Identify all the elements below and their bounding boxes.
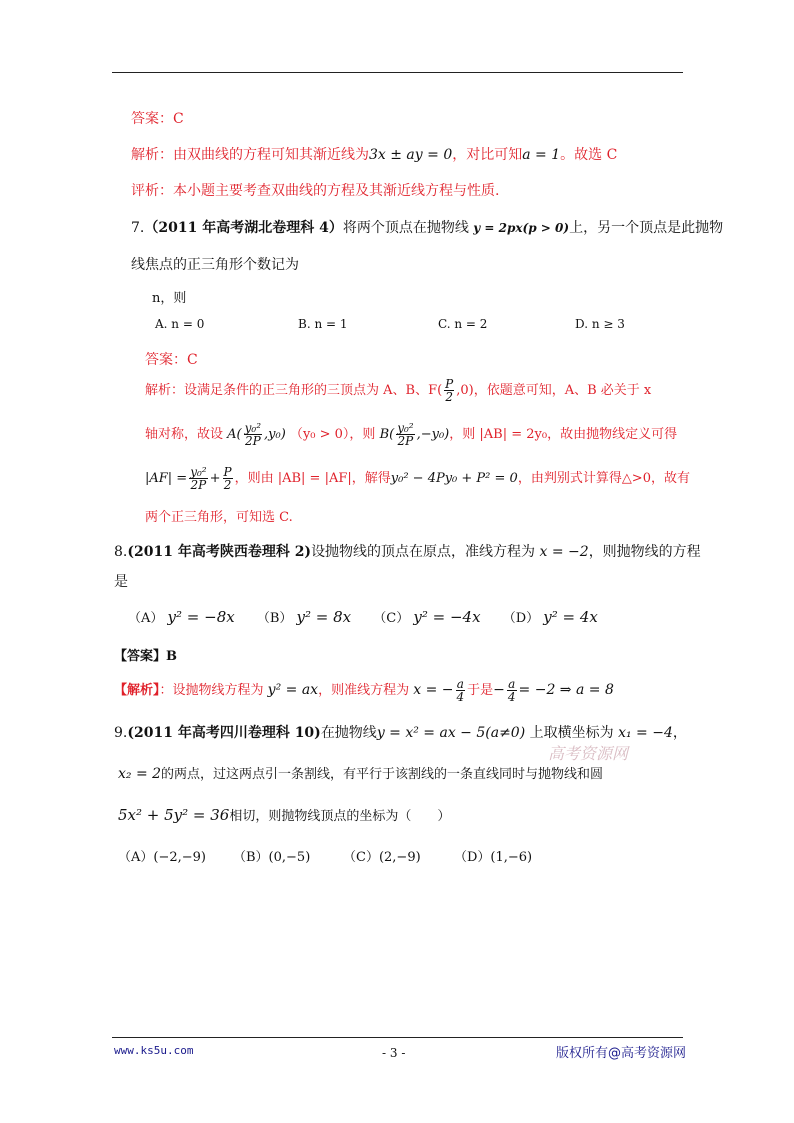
q7-sol3-plus: +	[209, 471, 221, 486]
q7-option-c: C. n = 2	[438, 317, 488, 331]
q7-sol2-c: ，则 |AB| = 2y₀，故由抛物线定义可得	[449, 427, 678, 442]
q8-option-d-label: （D）	[502, 611, 540, 626]
q7-sol3-frac2-den: 2	[223, 478, 232, 492]
q7-sol2-Bb: ,−y₀)	[416, 427, 450, 442]
q7-sol3-frac1-den: 2P	[190, 478, 207, 492]
q9-source: (2011 年高考四川卷理科 10)	[127, 725, 321, 741]
q9-line3-text: 相切，则抛物线顶点的坐标为（ ）	[229, 809, 451, 824]
q8-analysis-frac2-num: a	[508, 677, 516, 691]
q6-analysis-text-c: 。故选 C	[560, 147, 618, 163]
q9-option-c: （C）(2,−9)	[343, 850, 421, 865]
q7-sol2-frac-b	[396, 422, 414, 447]
header-rule	[112, 72, 683, 73]
footer-rule	[112, 1037, 683, 1038]
q8-stem-line2: 是	[114, 574, 128, 590]
q7-sol3-eq: y₀² − 4Py₀ + P² = 0	[390, 471, 518, 486]
q8-option-c-eq: y² = −4x	[413, 608, 481, 626]
q7-sol2-frac-a-num: y₀²	[244, 421, 262, 435]
q9-stem-eq2: x₁ = −4	[618, 725, 673, 741]
q7-source: （2011 年高考湖北卷理科 4）	[144, 220, 343, 236]
q7-solution-line3	[145, 466, 690, 491]
q8-analysis-frac1	[456, 678, 466, 703]
q8-analysis-eq1: y² = ax	[267, 682, 319, 698]
q7-sol2-frac-a-den: 2P	[244, 434, 261, 448]
footer-copyright: 版权所有@高考资源网	[556, 1046, 687, 1061]
q7-sol2-B: B(	[379, 427, 395, 442]
watermark: 高考资源网	[548, 744, 629, 763]
q8-option-c-label: （C）	[373, 611, 410, 626]
q9-stem	[114, 722, 687, 742]
q7-sol1-frac	[444, 378, 454, 403]
q7-sol3-b: ，则由 |AB| = |AF|，解得	[234, 471, 391, 486]
q9-option-d: （D）(1,−6)	[454, 850, 533, 865]
q8-source: (2011 年高考陕西卷理科 2)	[127, 544, 312, 560]
q8-analysis-a: ：设抛物线方程为	[159, 683, 264, 698]
q7-sol2-frac-a	[244, 422, 262, 447]
q7-sol1-b: ,0)，依题意可知，A、B 必关于 x	[456, 383, 652, 398]
q7-stem-eq: y = 2px(p > 0)	[473, 221, 570, 235]
q8-analysis-label: 【解析】	[114, 683, 160, 698]
q8-analysis-frac2-den: 4	[507, 690, 516, 704]
q7-option-b: B. n = 1	[298, 317, 348, 331]
q7-sol2-A: A(	[227, 427, 242, 442]
q9-line3	[118, 805, 450, 824]
q9-line2-text: 的两点，过这两点引一条割线，有平行于该割线的一条直线同时与抛物线和圆	[161, 767, 604, 782]
q8-analysis-frac1-num: a	[456, 677, 464, 691]
q7-sol3-frac1	[189, 466, 207, 491]
q7-answer: 答案：C	[145, 352, 198, 368]
q8-option-a-eq: y² = −8x	[167, 608, 235, 626]
q7-stem-line2: 线焦点的正三角形个数记为	[131, 257, 299, 273]
q7-solution-line1	[145, 378, 651, 403]
q7-sol1-frac-num: P	[445, 377, 454, 391]
q8-analysis-frac1-den: 4	[456, 690, 465, 704]
q9-line2-eq: x₂ = 2	[118, 766, 162, 782]
q9-line2	[118, 763, 603, 782]
q6-analysis-eq1: 3x ± ay = 0	[369, 147, 453, 163]
q8-analysis-frac2	[507, 678, 517, 703]
q8-option-b-eq: y² = 8x	[296, 608, 352, 626]
q7-solution-line2	[145, 422, 677, 447]
q7-sol3-frac2-num: P	[223, 465, 232, 479]
q9-stem-b: 上取横坐标为	[529, 725, 614, 741]
q7-sol2-frac-b-den: 2P	[397, 434, 414, 448]
q7-stem-a: 将两个顶点在抛物线	[342, 220, 469, 236]
q6-comment: 评析：本小题主要考查双曲线的方程及其渐近线方程与性质.	[131, 183, 500, 199]
q9-stem-a: 在抛物线	[320, 725, 377, 741]
q7-sol1-a: 解析：设满足条件的正三角形的三顶点为 A、B、F(	[145, 383, 443, 398]
q7-sol2-a: 轴对称，故设	[145, 427, 224, 442]
footer-page-number: - 3 -	[382, 1046, 406, 1060]
q8-analysis-eq2a: x = −	[413, 682, 454, 698]
q7-sol3-a: |AF| =	[145, 471, 188, 486]
q9-option-a: （A）(−2,−9)	[118, 850, 206, 865]
footer-website-link[interactable]: www.ks5u.com	[114, 1044, 194, 1057]
q8-analysis	[114, 678, 614, 703]
q6-analysis-eq2: a = 1	[522, 147, 561, 163]
q8-option-b-label: （B）	[256, 611, 293, 626]
q7-option-a: A. n = 0	[155, 317, 205, 331]
q8-analysis-eq3b: = −2 ⇒ a = 8	[518, 682, 614, 698]
q9-stem-eq: y = x² = ax − 5(a≠0)	[376, 725, 526, 741]
q9-line3-eq: 5x² + 5y² = 36	[118, 806, 230, 824]
q6-analysis-text-b: ，对比可知	[452, 147, 523, 163]
q8-stem-a: 设抛物线的顶点在原点，准线方程为	[311, 544, 536, 560]
q6-answer: 答案：C	[131, 111, 184, 127]
q8-analysis-b: ，则准线方程为	[318, 683, 410, 698]
q7-stem	[131, 217, 723, 237]
q7-sol2-Ab: ,y₀)	[264, 427, 286, 442]
q8-analysis-c: 于是	[467, 683, 494, 698]
q9-number: 9.	[114, 725, 128, 741]
q6-analysis-text-a: 解析：由双曲线的方程可知其渐近线为	[131, 147, 369, 163]
q7-sol3-c: ，由判别式计算得△>0，故有	[517, 471, 690, 486]
q7-stem-line3: n，则	[152, 291, 187, 306]
q8-stem-b: ，则抛物线的方程	[588, 544, 701, 560]
q8-stem	[114, 541, 701, 561]
q8-number: 8.	[114, 544, 128, 560]
q7-number: 7.	[131, 220, 145, 236]
q7-option-d: D. n ≥ 3	[575, 317, 625, 331]
q9-stem-c: ，	[672, 725, 687, 741]
q7-sol2-frac-b-num: y₀²	[397, 421, 414, 435]
q7-stem-b: 上，另一个顶点是此抛物	[569, 220, 724, 236]
q8-answer: 【答案】B	[114, 649, 177, 664]
q9-option-b: （B）(0,−5)	[233, 850, 311, 865]
q6-analysis	[131, 144, 617, 164]
q7-solution-line4: 两个正三角形，可知选 C.	[145, 510, 293, 525]
q7-sol1-frac-den: 2	[445, 390, 454, 404]
q8-stem-eq: x = −2	[539, 544, 589, 560]
q8-option-a-label: （A）	[128, 611, 164, 626]
q7-sol2-cond: （y₀ > 0），则	[289, 427, 376, 442]
q8-option-d-eq: y² = 4x	[543, 608, 598, 626]
q7-sol3-frac1-num: y₀²	[190, 465, 207, 479]
q7-sol3-frac2	[223, 466, 233, 491]
q8-analysis-eq3a: −	[493, 682, 505, 698]
q8-options	[128, 607, 598, 626]
